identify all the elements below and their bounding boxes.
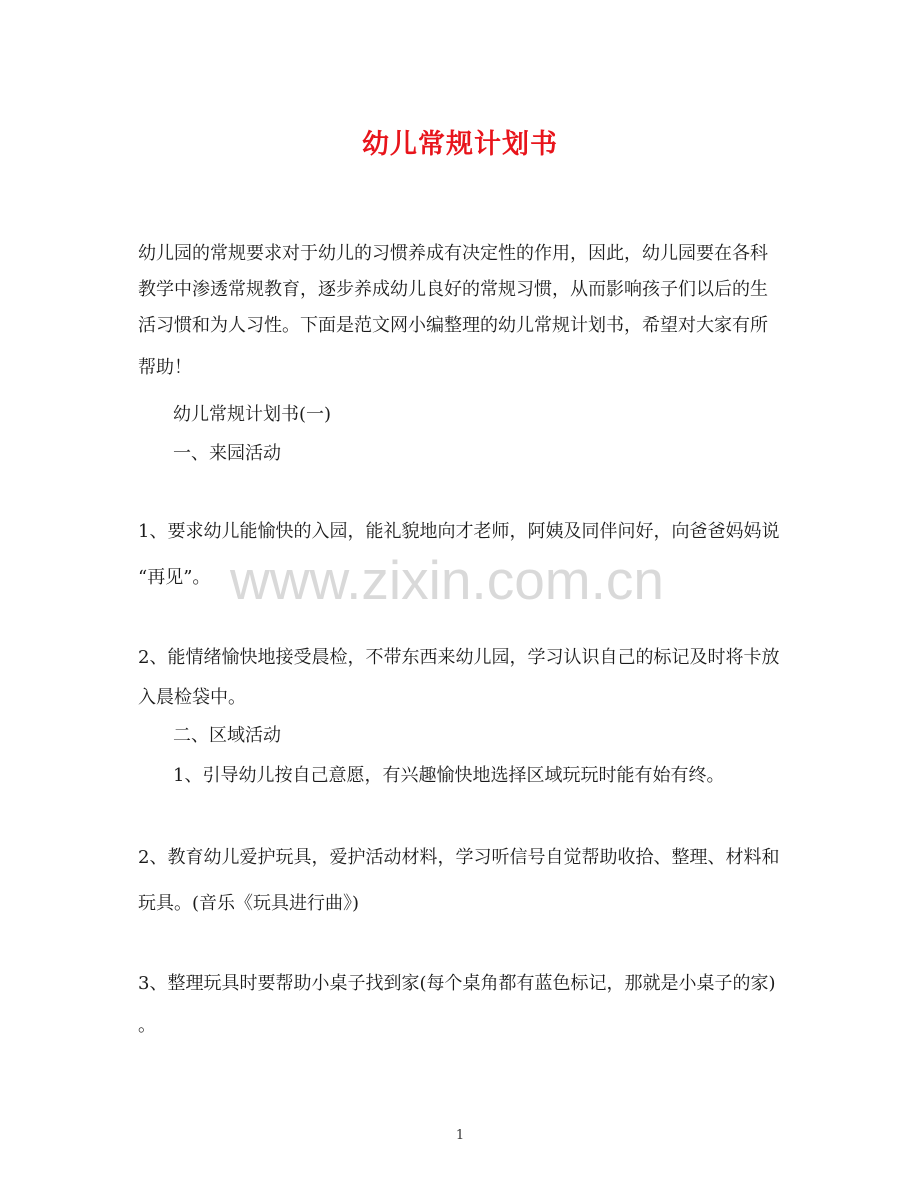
document-title: 幼儿常规计划书: [362, 129, 558, 160]
item-1-line-1: 1、要求幼儿能愉快的入园，能礼貌地向才老师，阿姨及同伴问好，向爸爸妈妈说: [138, 521, 780, 542]
part2-heading: 二、区域活动: [173, 725, 281, 746]
item-5-line-2: 。: [138, 1015, 156, 1036]
section-heading: 幼儿常规计划书(一): [173, 404, 332, 425]
item-1-line-2: “再见”。: [138, 567, 211, 588]
intro-line-4: 帮助！: [138, 357, 192, 378]
item-2-line-2: 入晨检袋中。: [138, 687, 246, 708]
part1-heading: 一、来园活动: [173, 443, 281, 464]
intro-line-1: 幼儿园的常规要求对于幼儿的习惯养成有决定性的作用，因此，幼儿园要在各科: [138, 243, 768, 264]
item-4-line-2: 玩具。(音乐《玩具进行曲》): [138, 893, 360, 914]
item-3-line-1: 1、引导幼儿按自己意愿，有兴趣愉快地选择区域玩玩时能有始有终。: [173, 765, 725, 786]
intro-line-2: 教学中渗透常规教育，逐步养成幼儿良好的常规习惯，从而影响孩子们以后的生: [138, 279, 768, 300]
item-4-line-1: 2、教育幼儿爱护玩具，爱护活动材料，学习听信号自觉帮助收拾、整理、材料和: [138, 847, 780, 868]
item-2-line-1: 2、能情绪愉快地接受晨检，不带东西来幼儿园，学习认识自己的标记及时将卡放: [138, 647, 780, 668]
item-5-line-1: 3、整理玩具时要帮助小桌子找到家(每个桌角都有蓝色标记，那就是小桌子的家): [138, 973, 776, 994]
intro-line-3: 活习惯和为人习性。下面是范文网小编整理的幼儿常规计划书，希望对大家有所: [138, 315, 768, 336]
page-number: 1: [455, 1128, 465, 1143]
watermark-text: www.zixin.com.cn: [230, 549, 664, 611]
